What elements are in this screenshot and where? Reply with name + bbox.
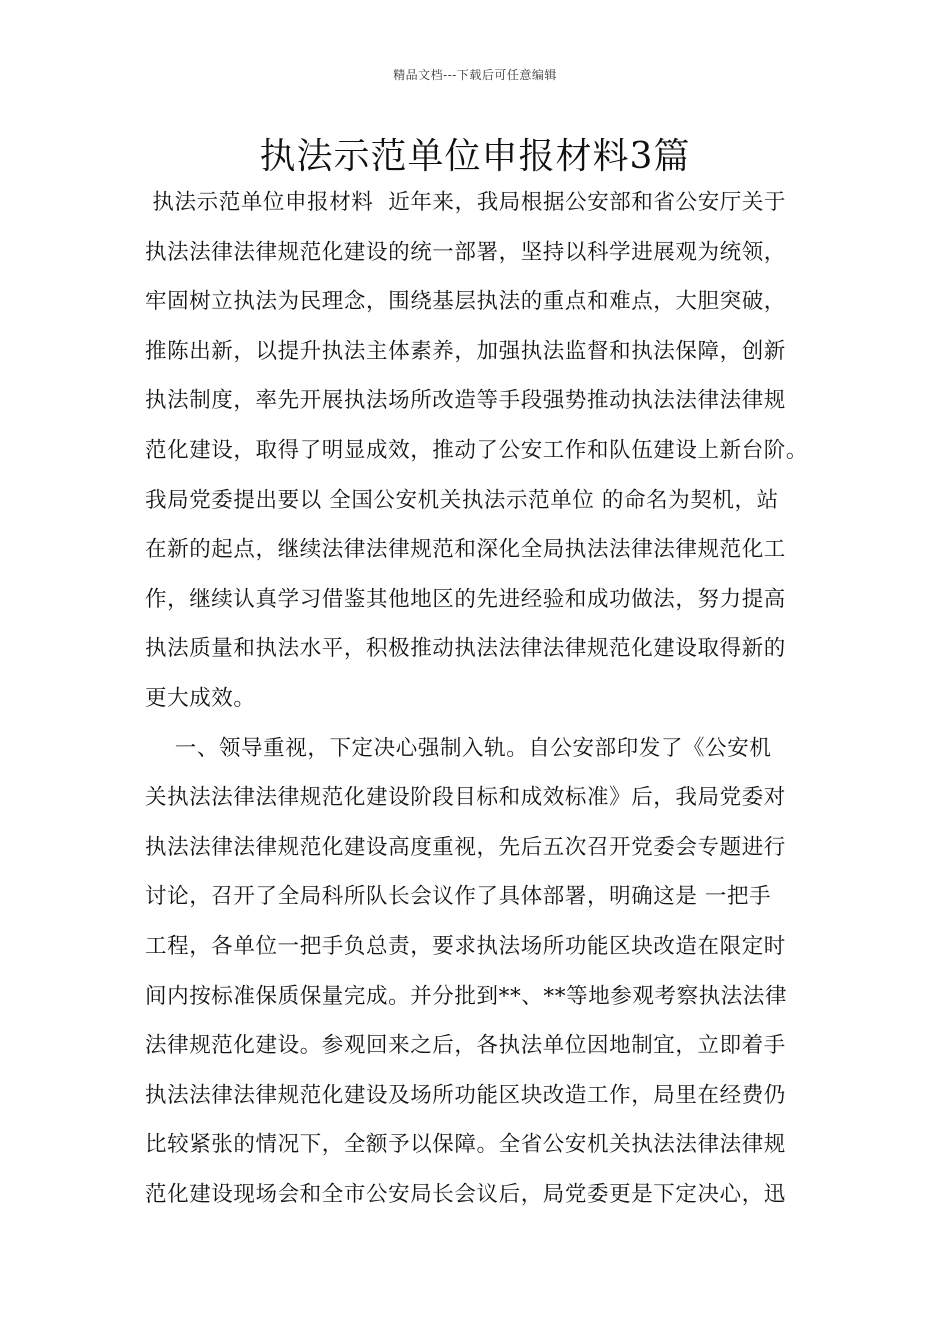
- text-line: 执法示范单位申报材料 近年来，我局根据公安部和省公安厅关于: [145, 190, 787, 215]
- text-line: 范化建设，取得了明显成效，推动了公安工作和队伍建设上新台阶。: [145, 437, 809, 463]
- paragraph-section-one: [145, 724, 810, 1220]
- document-title: 执法示范单位申报材料3篇: [259, 136, 691, 177]
- document-body: [145, 178, 810, 1219]
- text-line: 工程，各单位一把手负总责，要求执法场所功能区块改造在限定时: [145, 933, 786, 959]
- text-line: 牢固树立执法为民理念，围绕基层执法的重点和难点，大胆突破，: [145, 289, 786, 315]
- text-line: 间内按标准保质保量完成。并分批到**、**等地参观考察执法法律: [145, 983, 788, 1009]
- text-line: 法律规范化建设。参观回来之后，各执法单位因地制宜，立即着手: [145, 1033, 786, 1059]
- text-line: 比较紧张的情况下，全额予以保障。全省公安机关执法法律法律规: [145, 1132, 786, 1158]
- paragraph-intro: [145, 178, 810, 724]
- header-note: 精品文档---下载后可任意编辑: [393, 68, 557, 82]
- text-line: 我局党委提出要以 全国公安机关执法示范单位 的命名为契机，站: [145, 487, 779, 513]
- text-line: 关执法法律法律规范化建设阶段目标和成效标准》后，我局党委对: [145, 785, 786, 811]
- text-line: 推陈出新，以提升执法主体素养，加强执法监督和执法保障，创新: [145, 338, 786, 364]
- text-line: 执法法律法律规范化建设及场所功能区块改造工作，局里在经费仍: [145, 1082, 786, 1108]
- text-line: 在新的起点，继续法律法律规范和深化全局执法法律法律规范化工: [145, 537, 786, 563]
- text-line: 执法法律法律规范化建设的统一部署，坚持以科学进展观为统领，: [145, 239, 786, 265]
- text-line: 一、领导重视，下定决心强制入轨。自公安部印发了《公安机: [145, 735, 772, 761]
- text-line: 作，继续认真学习借鉴其他地区的先进经验和成功做法，努力提高: [145, 586, 786, 612]
- text-line: 范化建设现场会和全市公安局长会议后，局党委更是下定决心，迅: [145, 1181, 786, 1207]
- text-line: 执法制度，率先开展执法场所改造等手段强势推动执法法律法律规: [145, 388, 786, 414]
- text-line: 更大成效。: [145, 685, 256, 711]
- text-line: 执法法律法律规范化建设高度重视，先后五次召开党委会专题进行: [145, 834, 786, 860]
- text-line: 执法质量和执法水平，积极推动执法法律法律规范化建设取得新的: [145, 636, 786, 662]
- text-line: 讨论，召开了全局科所队长会议作了具体部署，明确这是 一把手: [145, 884, 772, 910]
